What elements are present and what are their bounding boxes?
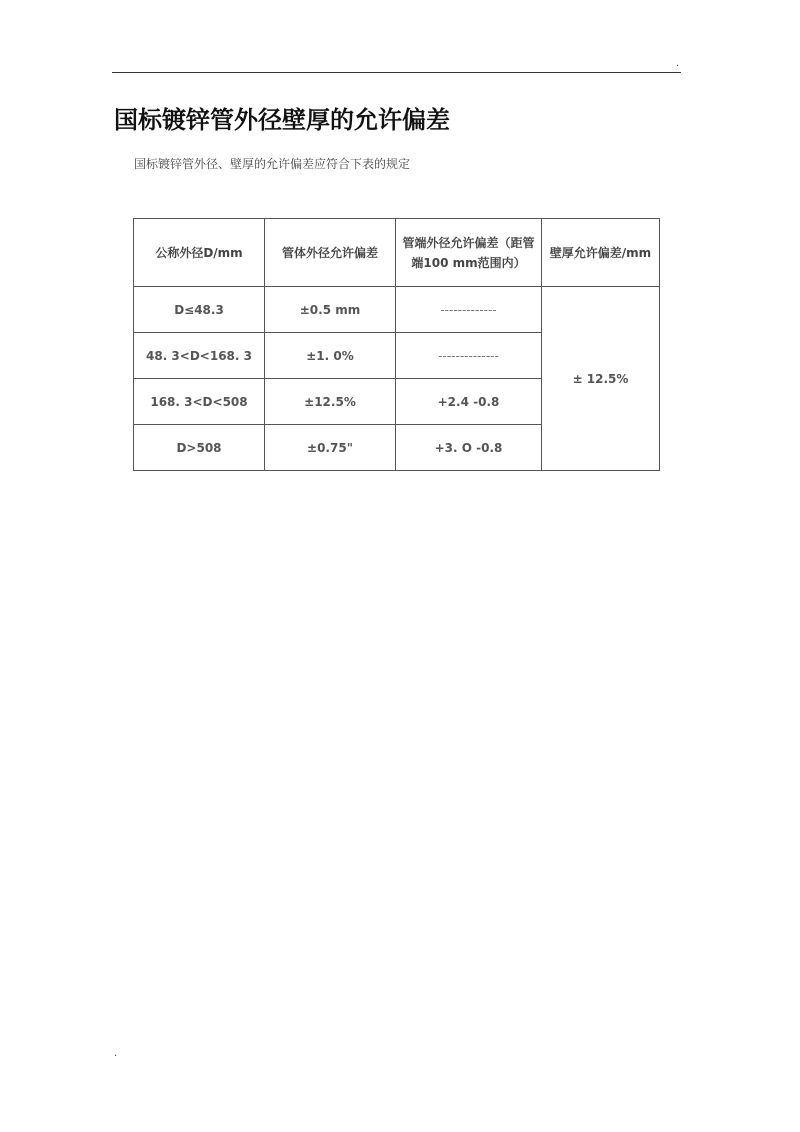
header-mark: . [676, 58, 680, 69]
tolerance-table [133, 218, 660, 471]
cell-end-tolerance: +3. O -0.8 [396, 425, 542, 471]
document-title: 国标镀锌管外径壁厚的允许偏差 [114, 106, 450, 134]
header-rule [112, 72, 681, 73]
cell-body-tolerance: ±0.5 mm [265, 287, 396, 333]
cell-nominal: D≤48.3 [134, 287, 265, 333]
cell-nominal: D>508 [134, 425, 265, 471]
table-row [134, 287, 660, 333]
cell-end-tolerance: ------------- [396, 287, 542, 333]
cell-end-tolerance: -------------- [396, 333, 542, 379]
intro-text: 国标镀锌管外径、壁厚的允许偏差应符合下表的规定 [134, 157, 411, 171]
cell-wall-tolerance: ± 12.5% [542, 287, 660, 471]
footer-mark: . [114, 1048, 118, 1059]
cell-body-tolerance: ±1. 0% [265, 333, 396, 379]
cell-nominal: 168. 3<D<508 [134, 379, 265, 425]
cell-body-tolerance: ±12.5% [265, 379, 396, 425]
cell-body-tolerance: ±0.75" [265, 425, 396, 471]
header-end-od-tolerance: 管端外径允许偏差（距管端100 mm范围内） [396, 219, 542, 287]
cell-end-tolerance: +2.4 -0.8 [396, 379, 542, 425]
header-wall-thickness-tolerance: 壁厚允许偏差/mm [542, 219, 660, 287]
cell-nominal: 48. 3<D<168. 3 [134, 333, 265, 379]
header-nominal-diameter: 公称外径D/mm [134, 219, 265, 287]
table-header-row [134, 219, 660, 287]
header-body-od-tolerance: 管体外径允许偏差 [265, 219, 396, 287]
